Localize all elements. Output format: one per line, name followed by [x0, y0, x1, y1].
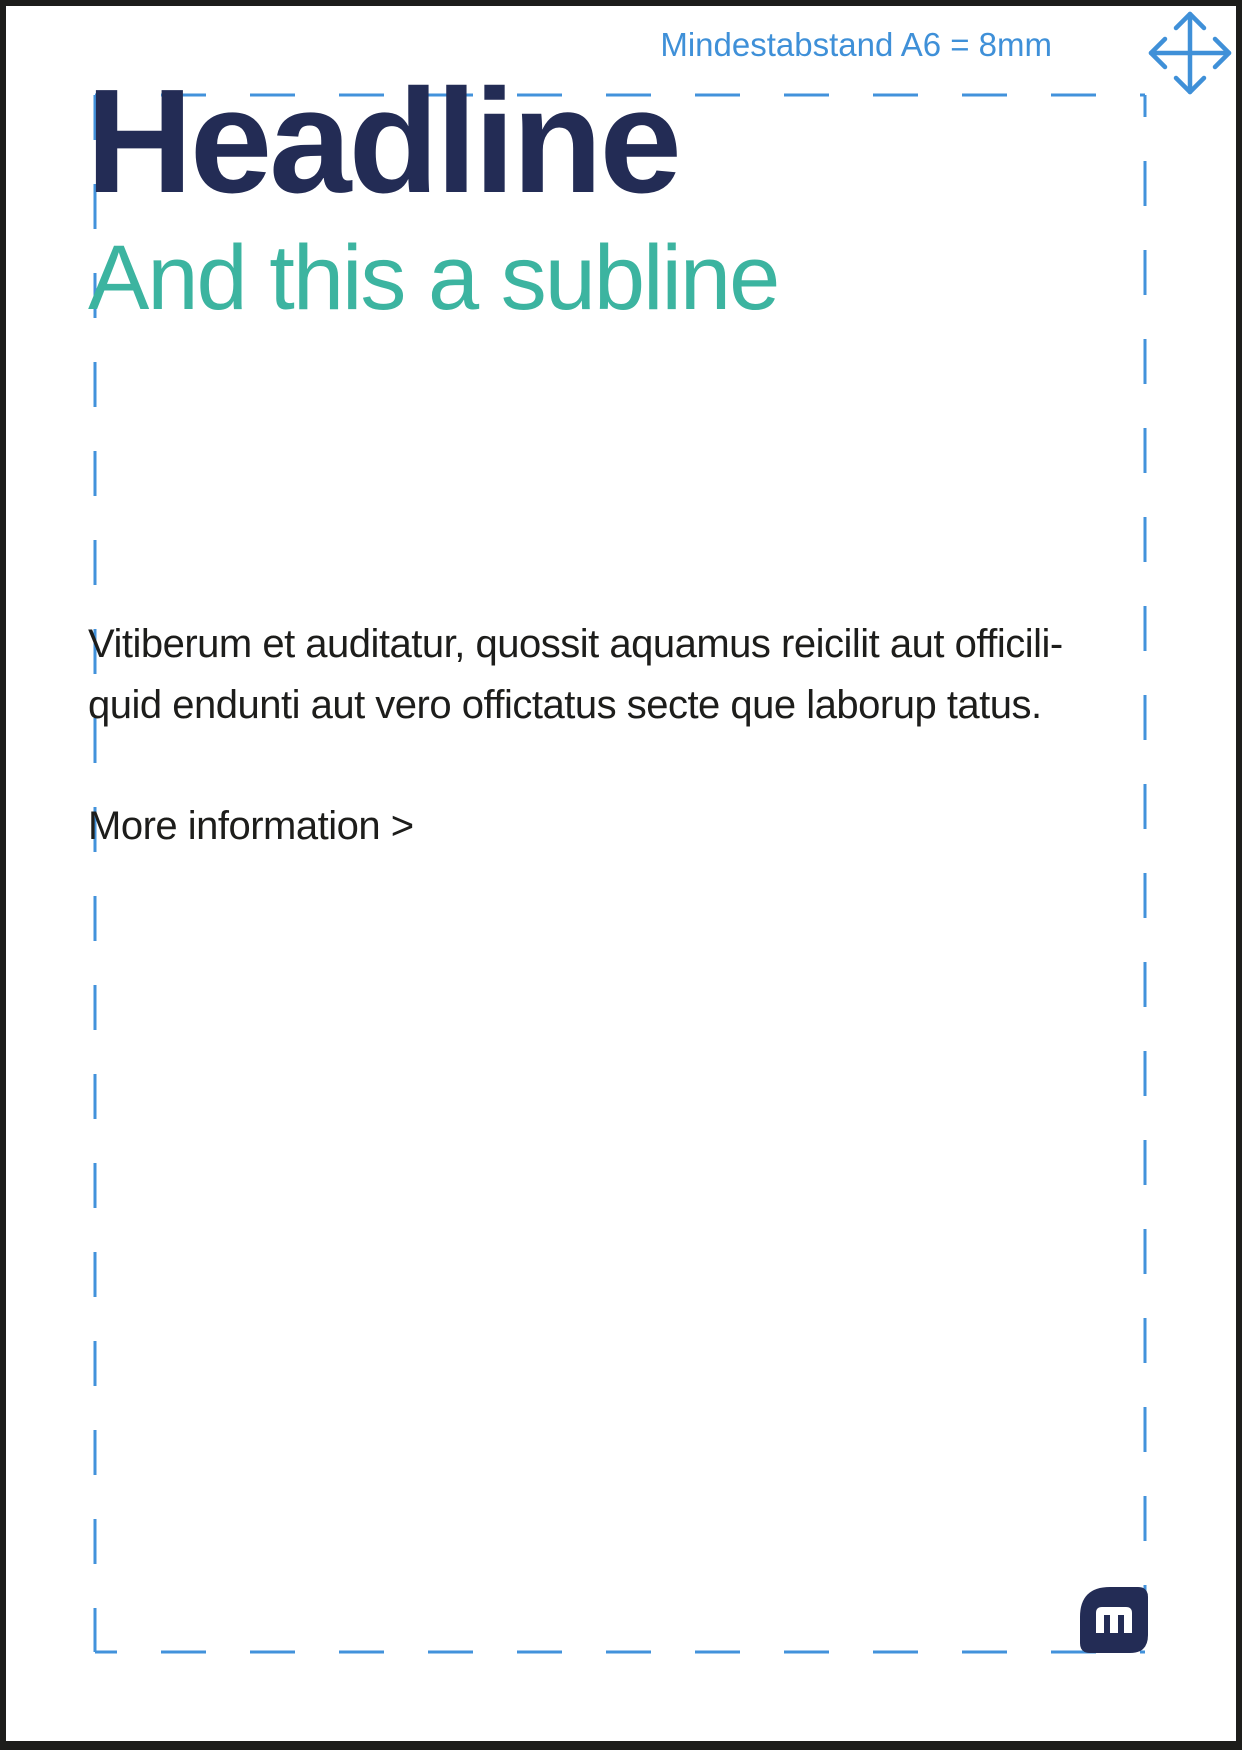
- body-copy-line-1: Vitiberum et auditatur, quossit aquamus reicilit aut officili-: [88, 622, 1063, 666]
- body-copy-line-2: quid endunti aut vero offictatus secte que laborup tatus.: [88, 683, 1042, 727]
- more-information-link[interactable]: More information >: [88, 804, 414, 848]
- subline: And this a subline: [88, 227, 779, 329]
- m-letter-logo-icon: [1080, 1587, 1148, 1653]
- headline: Headline: [86, 59, 679, 224]
- min-distance-label: Mindestabstand A6 = 8mm: [660, 26, 1052, 63]
- body-copy: [88, 614, 1088, 736]
- move-arrows-icon: [1147, 10, 1233, 96]
